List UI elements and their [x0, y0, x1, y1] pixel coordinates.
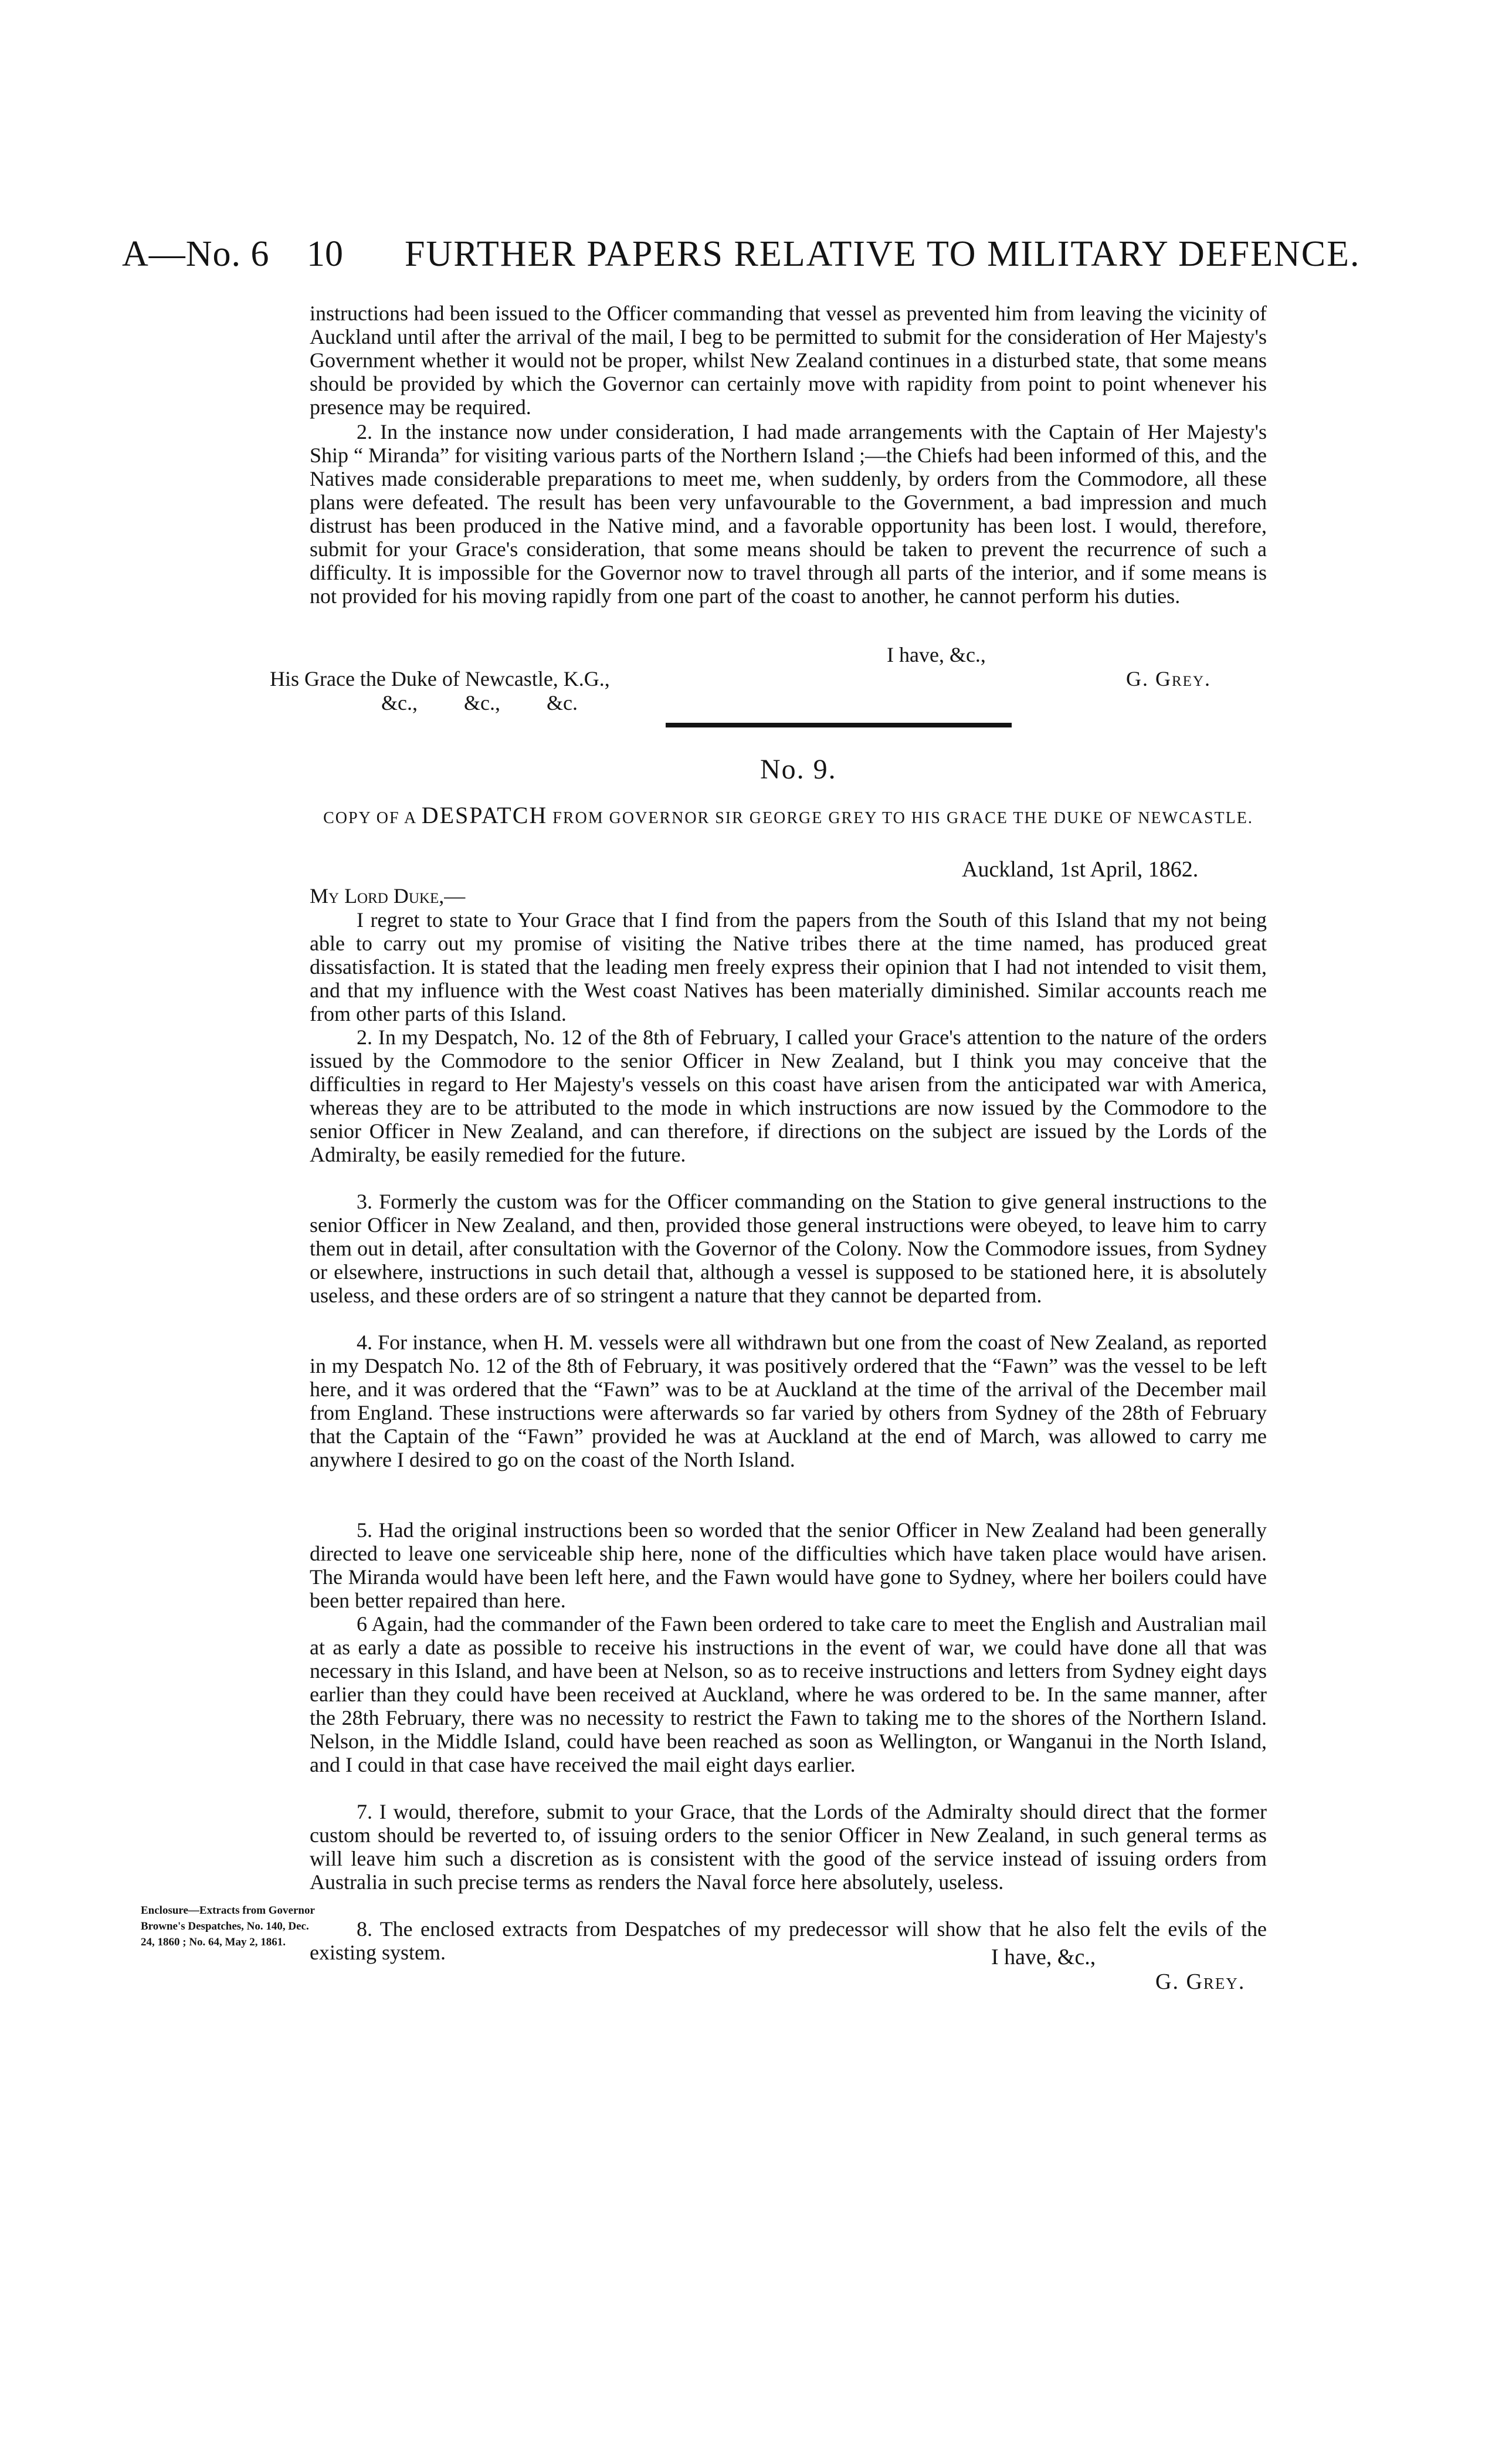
despatch-salutation: My Lord Duke,—: [310, 884, 466, 908]
despatch-number: No. 9.: [760, 754, 837, 785]
page-title: FURTHER PAPERS RELATIVE TO MILITARY DEFENCE.: [405, 234, 1361, 274]
despatch-title-prefix: COPY OF A: [323, 809, 416, 827]
previous-letter-paragraph-1: instructions had been issued to the Officer commanding that vessel as prevented him from leaving the vicinity of Auckland until after the arrival of the mail, I beg to be permitted to submit for the consideration of Her Majesty's Government whether it would not be proper, whilst New Zealand continues in a disturbed state, that some means should be provided by which the Governor can certainly move with rapidity from point to point whenever his presence may be required.: [310, 302, 1267, 419]
despatch-paragraph-2: 2. In my Despatch, No. 12 of the 8th of February, I called your Grace's attention to the nature of the orders issued by the Commodore to the senior Officer in New Zealand, but I think you may conceive that the difficulties in regard to Her Majesty's vessels on this coast have arisen from the anticipated war with America, whereas they are to be attributed to the mode in which instructions are now issued by the Commodore to the senior Officer in New Zealand, and can therefore, if directions on the subject are issued by the Lords of the Admiralty, be easily remedied for the future.: [310, 1025, 1267, 1166]
document-reference: A—No. 6: [122, 234, 270, 274]
despatch-title: [310, 804, 1267, 830]
despatch-paragraph-4: 4. For instance, when H. M. vessels were all withdrawn but one from the coast of New Zealand, as reported in my Despatch No. 12 of the 8th of February, it was positively ordered that the “Fawn” was the vessel to be left here, and it was ordered that the “Fawn” was to be at Auckland at the time of the arrival of the December mail from England. These instructions were afterwards so far varied by others from Sydney of the 28th of February that the Captain of the “Fawn” provided he was at Auckland at the end of March, was allowed to carry me anywhere I desired to go on the coast of the North Island.: [310, 1331, 1267, 1471]
previous-letter-addressee: His Grace the Duke of Newcastle, K.G.,: [270, 667, 610, 691]
despatch-paragraph-7: 7. I would, therefore, submit to your Grace, that the Lords of the Admiralty should direct that the former custom should be reverted to, of issuing orders to the senior Officer in New Zealand, in such general terms as will leave him such a discretion as is consistent with the good of the service instead of issuing orders from Australia in such precise terms as renders the Naval force here absolutely, useless.: [310, 1800, 1267, 1894]
despatch-paragraph-1: I regret to state to Your Grace that I find from the papers from the South of this Island that my not being able to carry out my promise of visiting the Native tribes there at the time named, has produced great dissatisfaction. It is stated that the leading men freely express their opinion that I had not intended to visit them, and that my influence with the West coast Natives has been materially diminished. Similar accounts reach me from other parts of this Island.: [310, 908, 1267, 1025]
despatch-dateline: Auckland, 1st April, 1862.: [962, 857, 1199, 882]
previous-letter-addressee-etc: &c., &c., &c.: [381, 691, 578, 715]
previous-letter-signature: G. Grey.: [1126, 667, 1211, 691]
despatch-title-main: DESPATCH: [421, 802, 548, 828]
enclosure-margin-note: Enclosure—Extracts from Governor Browne's Despatches, No. 140, Dec. 24, 1860 ; No. 64, May 2, 1861.: [141, 1904, 315, 1948]
previous-letter-paragraph-2: 2. In the instance now under consideration, I had made arrangements with the Captain of Her Majesty's Ship “ Miranda” for visiting various parts of the Northern Island ;—the Chiefs had been informed of this, and the Natives made considerable preparations to meet me, when suddenly, by orders from the Commodore, all these plans were defeated. The result has been very unfavourable to the Government, a bad impression and much distrust has been produced in the Native mind, and a favorable opportunity has been lost. I would, therefore, submit for your Grace's consideration, that some means should be taken to prevent the recurrence of such a difficulty. It is impossible for the Governor now to travel through all parts of the interior, and if some means is not provided for his moving rapidly from one part of the coast to another, he cannot perform his duties.: [310, 420, 1267, 608]
section-divider: [666, 723, 1012, 727]
despatch-paragraph-8: 8. The enclosed extracts from Despatches of my predecessor will show that he also felt the evils of the existing system.: [310, 1917, 1267, 1964]
despatch-signature: G. Grey.: [1155, 1969, 1246, 1994]
despatch-title-suffix: FROM GOVERNOR SIR GEORGE GREY TO HIS GRACE THE DUKE OF NEWCASTLE.: [552, 809, 1253, 827]
despatch-paragraph-5: 5. Had the original instructions been so worded that the senior Officer in New Zealand had been generally directed to leave one serviceable ship here, none of the difficulties which have taken place would have arisen. The Miranda would have been left here, and the Fawn would have gone to Sydney, where her boilers could have been better repaired than here.: [310, 1518, 1267, 1612]
previous-letter-closing: I have, &c.,: [887, 643, 986, 666]
despatch-paragraph-3: 3. Formerly the custom was for the Officer commanding on the Station to give general instructions to the senior Officer in New Zealand, and then, provided those general instructions were obeyed, to leave him to carry them out in detail, after consultation with the Governor of the Colony. Now the Commodore issues, from Sydney or elsewhere, instructions in such detail that, although a vessel is supposed to be stationed here, it is absolutely useless, and these orders are of so stringent a nature that they cannot be departed from.: [310, 1190, 1267, 1307]
despatch-paragraph-6: 6 Again, had the commander of the Fawn been ordered to take care to meet the English and Australian mail at as early a date as possible to receive his instructions in the event of war, we could have done all that was necessary in this Island, and have been at Nelson, so as to receive instructions and letters from Sydney eight days earlier than they could have been received at Auckland, where he was ordered to be. In the same manner, after the 28th February, there was no necessity to restrict the Fawn to taking me to the shores of the Northern Island. Nelson, in the Middle Island, could have been reached as soon as Wellington, or Wanganui in the North Island, and I could in that case have received the mail eight days earlier.: [310, 1612, 1267, 1776]
page-number: 10: [307, 234, 343, 274]
despatch-closing: I have, &c.,: [991, 1945, 1096, 1969]
